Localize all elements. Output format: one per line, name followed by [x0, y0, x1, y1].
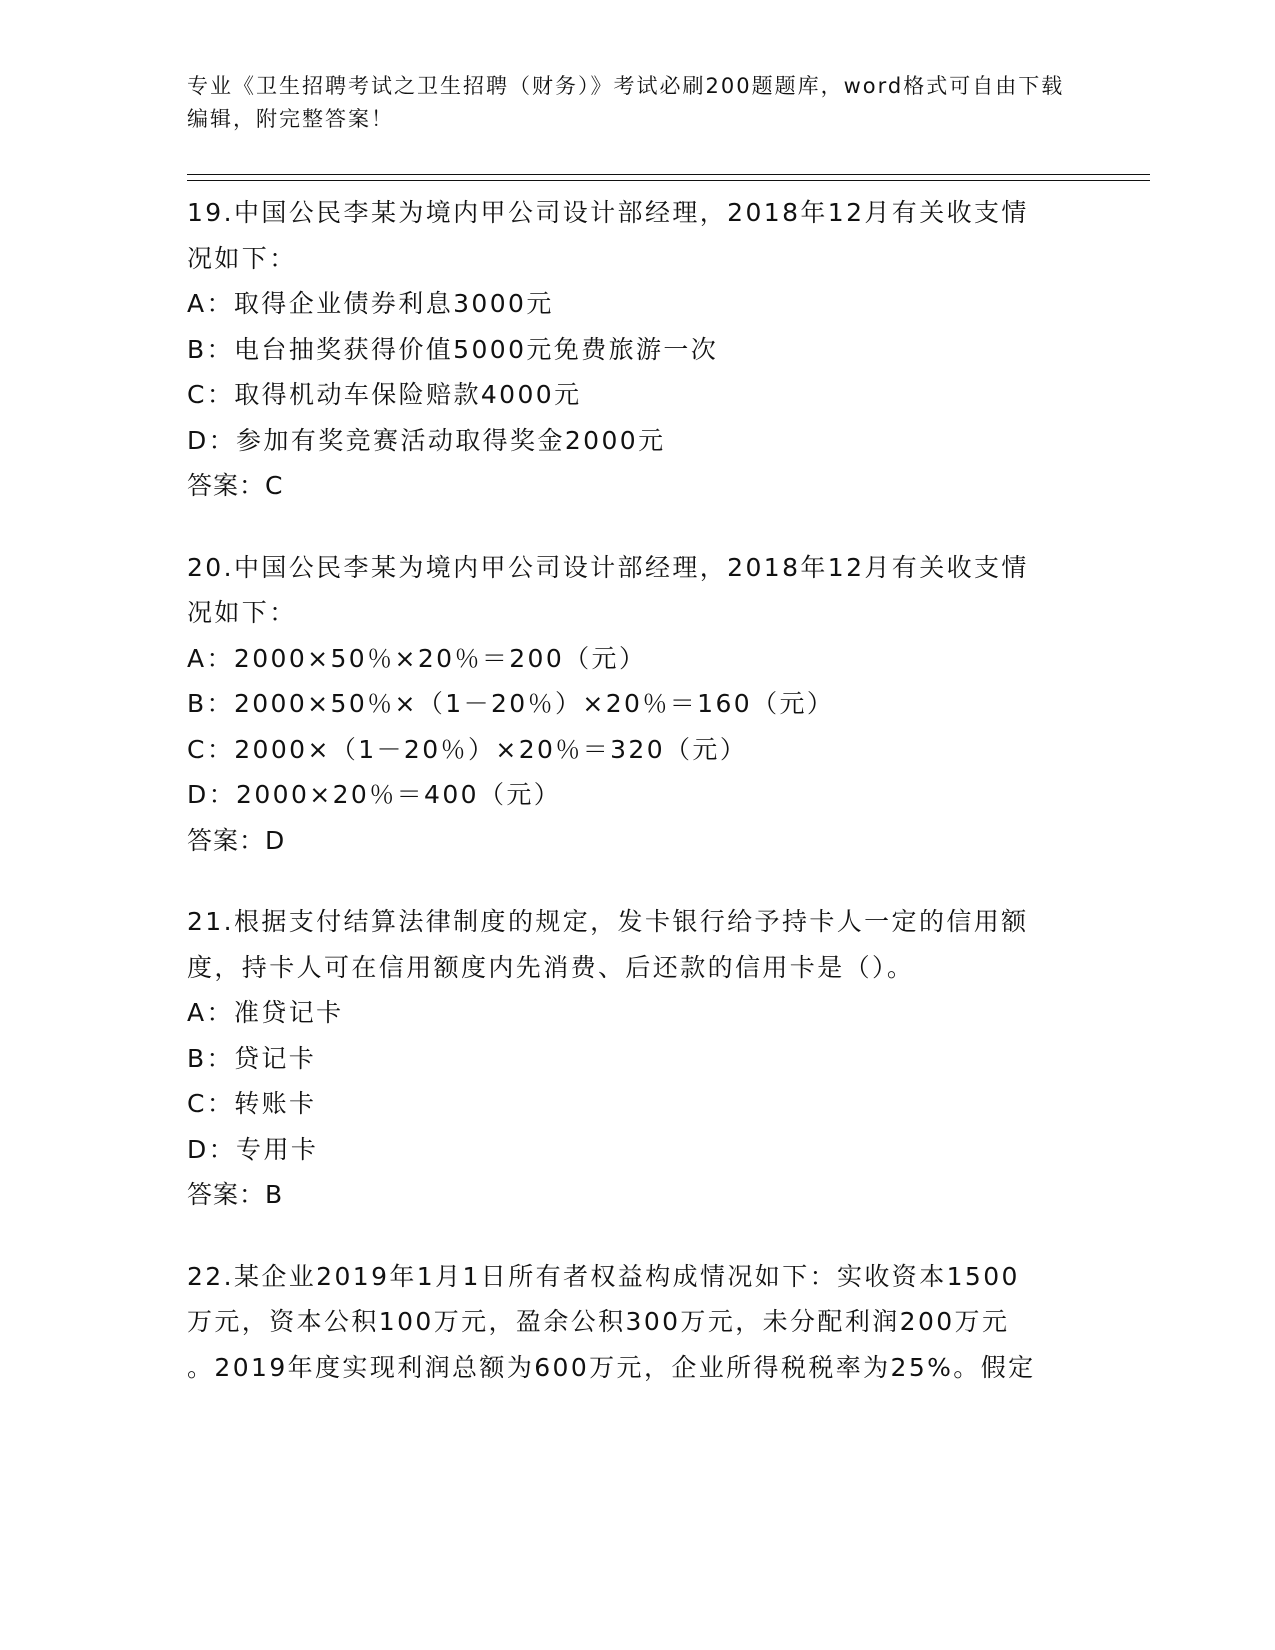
answer-line: 答案：B	[187, 1180, 284, 1209]
question-text-line: 22.某企业2019年1月1日所有者权益构成情况如下：实收资本1500	[187, 1261, 1020, 1291]
question-text-line: 度，持卡人可在信用额度内先消费、后还款的信用卡是（）。	[187, 952, 915, 982]
option-c: C：2000×（1－20％）×20％＝320（元）	[187, 734, 748, 764]
question-20	[187, 545, 1087, 864]
question-text-line: 。2019年度实现利润总额为600万元，企业所得税税率为25%。假定	[187, 1352, 1036, 1382]
header-divider-top	[187, 174, 1150, 175]
option-a: A：2000×50％×20％＝200（元）	[187, 643, 647, 673]
option-c: C：转账卡	[187, 1089, 317, 1118]
question-text-line: 21.根据支付结算法律制度的规定，发卡银行给予持卡人一定的信用额	[187, 907, 1029, 936]
question-text-line: 万元，资本公积100万元，盈余公积300万元，未分配利润200万元	[187, 1307, 1010, 1336]
answer-line: 答案：D	[187, 825, 286, 855]
option-a: A：准贷记卡	[187, 998, 344, 1027]
question-text-line: 20.中国公民李某为境内甲公司设计部经理，2018年12月有关收支情	[187, 552, 1029, 582]
question-text-line: 况如下：	[187, 243, 297, 273]
option-d: D：参加有奖竞赛活动取得奖金2000元	[187, 425, 666, 455]
header-divider-bottom	[187, 180, 1150, 181]
answer-line: 答案：C	[187, 471, 284, 500]
question-21	[187, 899, 1087, 1218]
question-text-line: 19.中国公民李某为境内甲公司设计部经理，2018年12月有关收支情	[187, 198, 1029, 227]
question-text-line: 况如下：	[187, 598, 297, 627]
question-22	[187, 1254, 1087, 1391]
option-d: D：专用卡	[187, 1134, 319, 1164]
option-b: B：2000×50％×（1－20％）×20％＝160（元）	[187, 689, 835, 718]
question-list	[187, 190, 1087, 1426]
option-c: C：取得机动车保险赔款4000元	[187, 380, 582, 409]
option-d: D：2000×20％＝400（元）	[187, 780, 562, 809]
option-a: A：取得企业债券利息3000元	[187, 289, 554, 318]
option-b: B：电台抽奖获得价值5000元免费旅游一次	[187, 334, 719, 364]
document-header: 专业《卫生招聘考试之卫生招聘（财务）》考试必刷200题题库，word格式可自由下载编辑，附完整答案！	[187, 74, 1065, 131]
question-19	[187, 190, 1087, 509]
option-b: B：贷记卡	[187, 1043, 317, 1073]
